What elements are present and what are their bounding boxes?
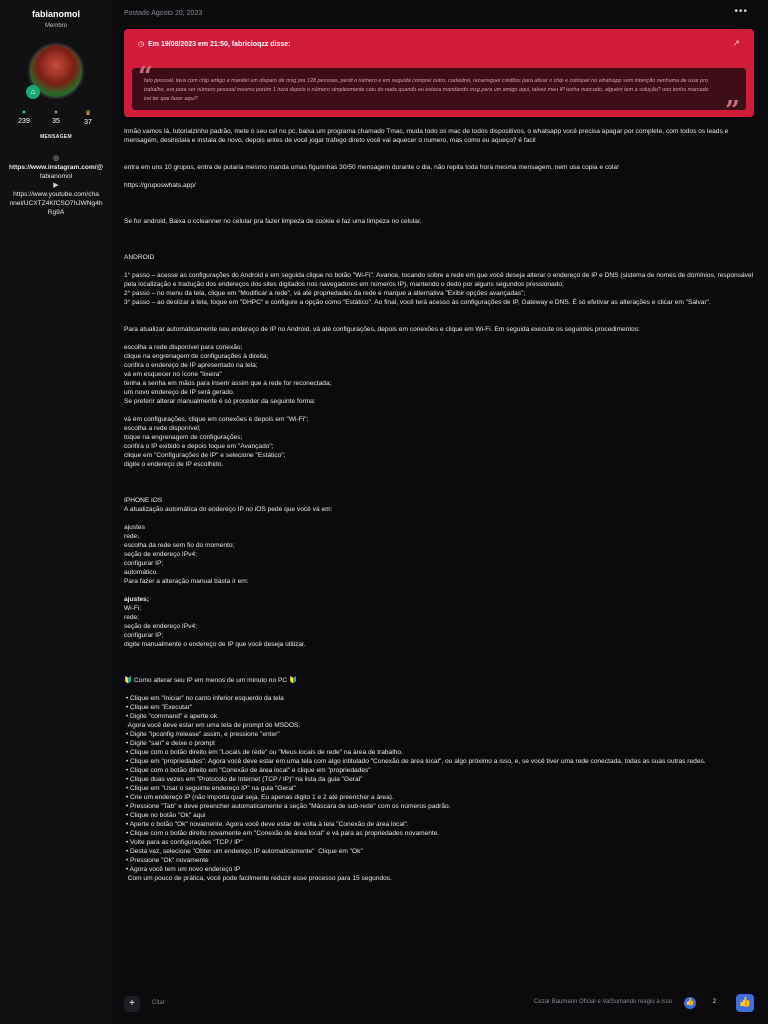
body-paragraph: 3° passo – ao deslizar a tela, toque em "DHPC" e configure a opção como "Estático". Ao final, você terá acesso às configurações de IP, Gateway e DNS. É só efetivar as alterações e clicar em "Salvar". — [124, 299, 711, 306]
body-paragraph: Se preferir alterar manualmente é só proceder da seguinte forma: — [124, 398, 316, 405]
body-paragraph: • Crie um endereço IP (não importa qual seja. Eu apenas digito 1 e 2 até preencher a área). — [124, 794, 394, 801]
post — [124, 0, 755, 1024]
body-paragraph: ajustes — [124, 524, 145, 531]
post-date[interactable]: Postado Agosto 20, 2023 — [124, 10, 203, 17]
stat-trophy — [73, 109, 103, 126]
body-paragraph: confira o endereço de IP apresentado na tela; — [124, 362, 258, 369]
body-paragraph: • Clique em "Usar o seguinte endereço IP" na guia "Geral" — [124, 785, 296, 792]
youtube-link-line-3[interactable]: Rg9A — [47, 209, 65, 216]
body-paragraph: um novo endereço de IP será gerado. — [124, 389, 235, 396]
author-social — [0, 154, 112, 217]
body-paragraph: vá em configurações, clique em conexões e depois em "Wi-Fi"; — [124, 416, 309, 423]
body-spacer — [124, 316, 754, 325]
quote-block — [124, 29, 754, 126]
body-spacer — [124, 478, 754, 487]
body-spacer — [124, 667, 754, 676]
body-paragraph: entra em uns 10 grupos, entra de putaria mesmo manda umas figurinhas 30/50 mensagem durante o dia, não repita toda hora mesma mensagem, nem usa copia e cola! — [124, 164, 619, 171]
body-paragraph: 2° passo – no menu da tela, clique em "Modificar a rede", vá até propriedades da rede e marque a alternativa "Exibir opções avançadas"; — [124, 290, 526, 297]
body-paragraph: Para atualizar automaticamente seu endereço de IP no Android, vá até configurações, depois em conexões e clique em Wi-Fi. Em seguida execute os seguintes procedimentos: — [124, 326, 640, 333]
quote-open-icon: “ — [138, 62, 153, 92]
body-paragraph: IPHONE iOS — [124, 497, 163, 504]
message-button[interactable]: MENSAGEM — [40, 134, 72, 140]
body-paragraph: • Pressione "Tab" e deve preencher automaticamente a seção "Máscara de sub-rede" com os números padrão. — [124, 803, 451, 810]
body-paragraph: • Agora você tem um novo endereço IP — [124, 866, 241, 873]
body-paragraph: • Digite "sair" e deixe o prompt — [124, 740, 215, 747]
body-paragraph: toque na engrenagem de configurações; — [124, 434, 243, 441]
body-paragraph: 🔰 Como alterar seu IP em menos de um minuto no PC 🔰 — [124, 677, 298, 684]
reputation-icon: ● — [21, 109, 27, 116]
body-spacer — [124, 262, 754, 271]
author-stats — [8, 109, 104, 126]
body-paragraph: • Digite "ipconfig /release" assim, e pressione "enter" — [124, 731, 280, 738]
body-spacer — [124, 307, 754, 316]
quote-content — [132, 62, 746, 126]
body-paragraph: ANDROID — [124, 254, 155, 261]
instagram-handle[interactable]: fabianomol — [39, 173, 73, 180]
body-paragraph: rede; — [124, 533, 140, 540]
body-paragraph: Se for android, Baixa o ccleanner no celular pra fazer limpeza de cookie e faz uma limpeza no celular. — [124, 218, 422, 225]
body-paragraph: • Clique com o botão direito em "Conexão de área local" e clique em "propriedades" — [124, 767, 371, 774]
stat-reputation — [9, 109, 39, 126]
body-spacer — [124, 406, 754, 415]
youtube-link-line-1[interactable]: https://www.youtube.com/cha — [13, 191, 99, 198]
body-paragraph: automático. — [124, 569, 159, 576]
post-footer — [124, 994, 754, 1014]
body-spacer — [124, 244, 754, 253]
body-paragraph: seção de endereço IPv4; — [124, 551, 197, 558]
body-spacer — [124, 586, 754, 595]
body-paragraph: Irmão vamos lá, tutorialzinho padrão, mete o seu cel no pc, baixa um programa chamado Tmac, muda todo os mac de todos dispositivos, o whatsapp você precisa apagar por complete, com todos os leads e mensagem, desinstala e instala de novo, depois antes de você jogar trafego direto você vai aquecer o numero, mas como eu aqueço? é facil — [124, 128, 731, 144]
avatar-container[interactable] — [28, 43, 84, 99]
body-paragraph: ajustes; — [124, 596, 149, 603]
quote-text: falo pessoal, tava com chip antigo e mandei um disparo de msg pra 128 pessoas, perdi o número e em seguida comprei outro, cadastrei, recarreguei créditos para ativar o chip e coloquei no whatsapp sem intenção nenhuma de usar pro trabalho, era para ser número pessoal mesmo porém 1 hora depois o número simplesmente caiu do nada quando eu estava mandando msg para um amigo aqui, talvez meu IP tenha marcado, alguém tem a solução? ooo tenho marcado irei ter que fazer aqui? — [144, 78, 709, 102]
body-spacer — [124, 487, 754, 496]
more-options-icon[interactable]: ••• — [734, 6, 748, 17]
body-paragraph: escolha a rede disponível para conexão; — [124, 344, 243, 351]
body-paragraph: rede; — [124, 614, 140, 621]
body-paragraph: escolha a rede disponível; — [124, 425, 201, 432]
body-spacer — [124, 154, 754, 163]
quote-button[interactable]: Citar — [152, 1000, 165, 1006]
body-paragraph: clique na engrenagem de configurações à direita; — [124, 353, 269, 360]
posts-icon: ● — [53, 109, 59, 116]
body-paragraph: Para fazer a alteração manual basta ir em: — [124, 578, 249, 585]
stat-value: 35 — [52, 118, 60, 125]
body-paragraph: • Digite "command" e aperte ok — [124, 713, 218, 720]
author-role: Membro — [44, 23, 67, 29]
body-paragraph: • Clique no botão "Ok" aqui — [124, 812, 206, 819]
author-username[interactable]: fabianomol — [31, 9, 80, 19]
body-paragraph: escolha da rede sem fio do momento; — [124, 542, 235, 549]
body-paragraph: • Pressione "Ok" novamente — [124, 857, 209, 864]
body-paragraph: • Aperte o botão "Ok" novamente. Agora você deve estar de volta à tela "Conexão de área local". — [124, 821, 409, 828]
body-paragraph: • Clique com o botão direito novamente em "Conexão de área local" e vá para as propriedades novamente. — [124, 830, 440, 837]
quote-jump-icon[interactable]: ↗ — [732, 38, 740, 48]
body-spacer — [124, 658, 754, 667]
body-spacer — [124, 199, 754, 208]
like-count[interactable]: 2 — [712, 999, 716, 1005]
body-paragraph: 1° passo – acesse as configurações do Android e em seguida clique no botão "Wi-Fi". Avance, tocando sobre a rede em que você deseja alterar o endereço de IP e DNS (sistema de nomes de domínios, responsável pela localização e tradução dos endereços dos sites digitados nos navegadores em números IP), mantendo o dedo por alguns segundos pressionado; — [124, 272, 755, 288]
reactions-summary[interactable]: Cezar Baumann Oficial e ValSomando reagiu a isso — [534, 999, 672, 1005]
like-reaction-icon: 👍 — [684, 997, 696, 1009]
body-spacer — [124, 685, 754, 694]
quote-header-text: Em 19/08/2023 em 21:50, fabricioqzz disse: — [148, 41, 291, 48]
body-paragraph: confira o IP exibido e depois toque em "Avançado"; — [124, 443, 274, 450]
rank-badge-icon: ⌂ — [26, 85, 40, 99]
body-spacer — [124, 334, 754, 343]
body-paragraph: vá em esquecer no ícone "lixeira" — [124, 371, 222, 378]
body-paragraph[interactable]: https://gruposwhats.app/ — [124, 182, 196, 189]
post-body — [124, 127, 754, 883]
body-paragraph: A atualização automática do endereço IP no iOS pede que você vá em: — [124, 506, 333, 513]
body-paragraph: • Clique com o botão direito em "Locais de rede" ou "Meus locais de rede" na área de trabalho. — [124, 749, 403, 756]
body-paragraph: seção de endereço IPv4; — [124, 623, 197, 630]
body-paragraph: Agora você deve estar em uma tela de prompt do MSDOS. — [124, 722, 301, 729]
instagram-icon: ◎ — [52, 155, 60, 162]
trophy-icon: ♛ — [84, 110, 92, 117]
body-paragraph: tenha a senha em mãos para inserir assim que a rede for reconectada; — [124, 380, 332, 387]
body-spacer — [124, 469, 754, 478]
stat-posts — [41, 109, 71, 126]
body-paragraph: Com um pouco de prática, você pode facilmente reduzir esse processo para 15 segundos. — [124, 875, 392, 882]
body-paragraph: • Clique duas vezes em "Protocolo de Internet (TCP / IP)" na lista da guia "Geral" — [124, 776, 363, 783]
body-spacer — [124, 226, 754, 235]
body-spacer — [124, 649, 754, 658]
body-paragraph: Wi-Fi; — [124, 605, 142, 612]
body-spacer — [124, 172, 754, 181]
react-button[interactable]: 👍 — [736, 994, 754, 1012]
youtube-icon: ▶ — [53, 182, 59, 189]
body-paragraph: • Clique em "Executar" — [124, 704, 193, 711]
quote-header[interactable] — [138, 40, 291, 48]
author-panel — [0, 0, 112, 1024]
body-paragraph: configurar IP; — [124, 632, 164, 639]
body-paragraph: • Clique em "propriedades". Agora você deve estar em uma tela com algo intitulado "Conexão de área local", ou algo próximo a isso, e, se você tiver uma rede conectada, todas as suas outras redes. — [124, 758, 706, 765]
body-paragraph: clique em "Configurações de IP" e selecione "Estático"; — [124, 452, 286, 459]
body-spacer — [124, 145, 754, 154]
body-spacer — [124, 514, 754, 523]
body-spacer — [124, 235, 754, 244]
quote-close-icon: ” — [725, 96, 740, 126]
body-paragraph: digite o endereço de IP escolhido. — [124, 461, 224, 468]
body-paragraph: configurar IP; — [124, 560, 164, 567]
quote-clock-icon: ◷ — [138, 41, 145, 48]
stat-value: 239 — [18, 118, 30, 125]
body-spacer — [124, 190, 754, 199]
body-paragraph: • Clique em "Iniciar" no canto inferior esquerdo da tela — [124, 695, 284, 702]
youtube-link-line-2[interactable]: nnel/UCXTZ4KfCSO7hJWNg4h — [9, 200, 103, 207]
body-paragraph: • Volte para as configurações "TCP / IP" — [124, 839, 243, 846]
add-multiquote-button[interactable]: + — [124, 996, 140, 1012]
instagram-link[interactable]: https://www.instagram.com/@ — [8, 164, 104, 171]
stat-value: 37 — [84, 119, 92, 126]
body-paragraph: • Desta vez, selecione "Obter um endereço IP automaticamente" Clique em "Ok" — [124, 848, 363, 855]
body-spacer — [124, 208, 754, 217]
body-paragraph: digite manualmente o endereço de IP que você deseja utilizar. — [124, 641, 306, 648]
